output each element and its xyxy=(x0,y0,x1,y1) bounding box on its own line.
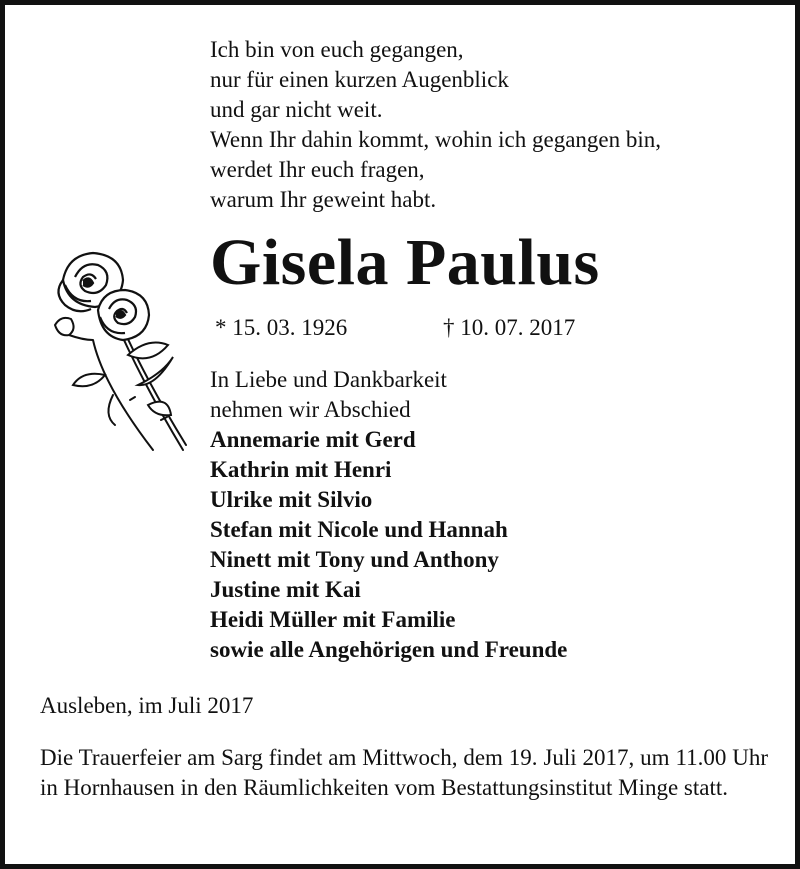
mourner-entry: Ulrike mit Silvio xyxy=(210,487,373,512)
rose-icon xyxy=(43,245,193,465)
deceased-name: Gisela Paulus xyxy=(210,226,600,299)
poem xyxy=(210,35,661,215)
place-date: Ausleben, im Juli 2017 xyxy=(40,693,254,718)
birth-date: * 15. 03. 1926 xyxy=(215,315,348,340)
poem-line: nur für einen kurzen Augenblick xyxy=(210,67,509,92)
poem-line: werdet Ihr euch fragen, xyxy=(210,157,425,182)
mourners-block xyxy=(210,365,567,665)
poem-line: warum Ihr geweint habt. xyxy=(210,187,437,212)
poem-line: und gar nicht weit. xyxy=(210,97,383,122)
mourner-entry: Ninett mit Tony und Anthony xyxy=(210,547,499,572)
mourner-entry: Kathrin mit Henri xyxy=(210,457,392,482)
mourner-entry: Annemarie mit Gerd xyxy=(210,427,416,452)
poem-line: Ich bin von euch gegangen, xyxy=(210,37,464,62)
farewell-line: In Liebe und Dankbarkeit xyxy=(210,367,447,392)
mourner-entry: sowie alle Angehörigen und Freunde xyxy=(210,637,568,662)
poem-line: Wenn Ihr dahin kommt, wohin ich gegangen bin, xyxy=(210,127,662,152)
mourner-entry: Justine mit Kai xyxy=(210,577,361,602)
funeral-service-info: Die Trauerfeier am Sarg findet am Mittwoch, dem 19. Juli 2017, um 11.00 Uhr in Hornhausen in den Räumlichkeiten vom Bestattungsinstitut Minge statt. xyxy=(40,745,768,800)
mourner-entry: Stefan mit Nicole und Hannah xyxy=(210,517,508,542)
farewell-line: nehmen wir Abschied xyxy=(210,397,411,422)
mourner-entry: Heidi Müller mit Familie xyxy=(210,607,456,632)
death-date: † 10. 07. 2017 xyxy=(443,315,576,340)
